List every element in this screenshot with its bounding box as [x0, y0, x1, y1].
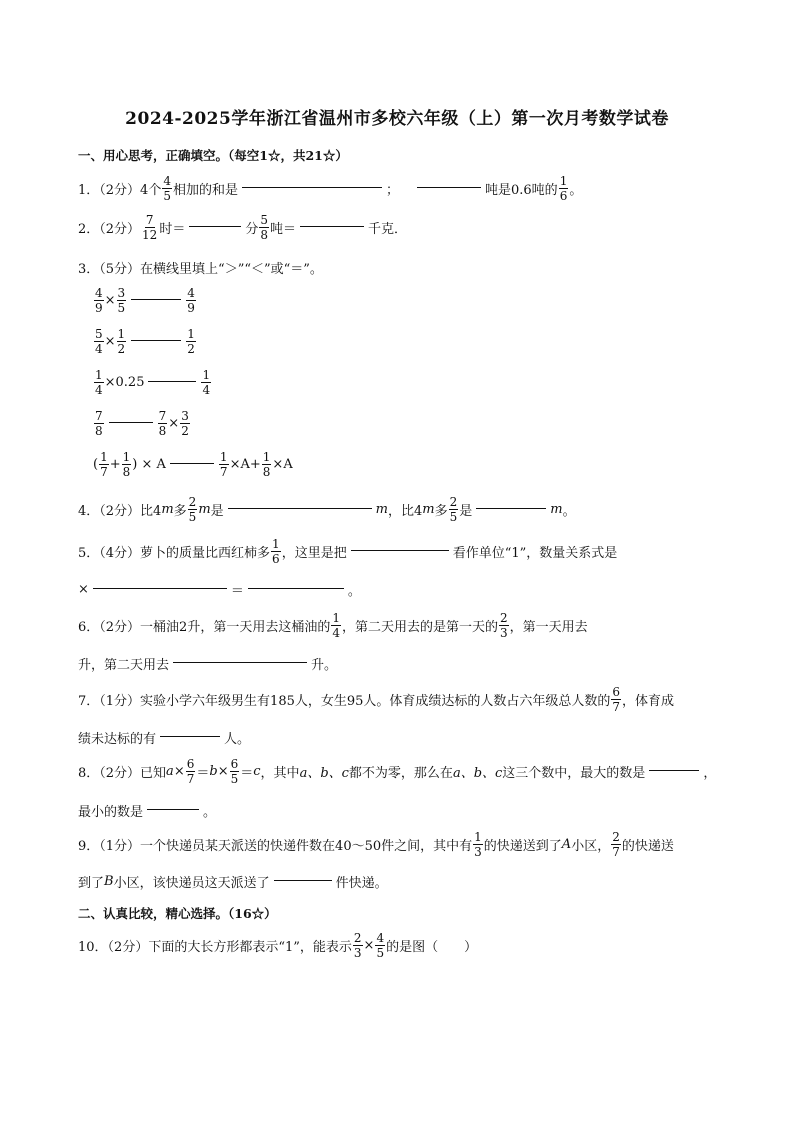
q2-answer-blank-1[interactable]	[189, 225, 241, 227]
section-2-heading: 二、认真比较，精心选择。（16☆）	[78, 906, 277, 921]
q5-answer-blank-3[interactable]	[248, 587, 344, 589]
q3-row-3-blank[interactable]	[148, 380, 196, 382]
q2-fraction-1: $\frac{7}{12}$	[142, 213, 158, 242]
q3-row-3: $\frac{1}{4}$ ×0.25 $\frac{1}{4}$	[95, 368, 211, 397]
section-1-heading: 一、用心思考，正确填空。（每空1☆，共21☆）	[78, 148, 348, 163]
q1-answer-blank-1[interactable]	[242, 186, 382, 188]
q9-answer-blank[interactable]	[274, 879, 332, 881]
question-10: 10．（2分）下面的大长方形都表示“1”，能表示 $\frac{2}{3}$ × $\frac{4}{5}$ 的是图（ ）	[78, 931, 478, 960]
q5-answer-blank-2[interactable]	[93, 587, 227, 589]
q4-answer-blank-1[interactable]	[228, 507, 372, 509]
question-8-line-2: 最小的数是 。	[78, 805, 217, 820]
q1-text-c: ；	[385, 183, 399, 198]
q6-answer-blank[interactable]	[173, 661, 307, 663]
q3-row-2: $\frac{5}{4}$ × $\frac{1}{2}$ $\frac{1}{2}$	[95, 327, 195, 356]
q1-text-e: 。	[569, 183, 583, 198]
q2-answer-blank-2[interactable]	[300, 225, 364, 227]
q1-answer-blank-2[interactable]	[417, 186, 481, 188]
q1-fraction-1: $\frac{4}{5}$	[163, 174, 171, 203]
q7-answer-blank[interactable]	[160, 735, 220, 737]
q4-answer-blank-2[interactable]	[476, 507, 546, 509]
q1-fraction-2: $\frac{1}{6}$	[559, 174, 568, 203]
q2-text-a: 2．（2分）	[78, 222, 141, 237]
q5-answer-blank-1[interactable]	[351, 549, 449, 551]
q2-text-c: 分	[245, 222, 259, 237]
q2-fraction-2: $\frac{5}{8}$	[260, 213, 268, 242]
q3-row-4: $\frac{7}{8}$ $\frac{7}{8}$ × $\frac{3}{2}$	[95, 409, 189, 438]
question-3-heading: 3．（5分）在横线里填上“＞”“＜”或“＝”。	[78, 262, 323, 277]
q1-text-a: 1．（2分）4个	[78, 183, 162, 198]
q3-row-4-blank[interactable]	[109, 421, 153, 423]
q8-answer-blank-1[interactable]	[649, 769, 699, 771]
q1-text-b: 相加的和是	[172, 183, 238, 198]
q2-text-d: 吨＝	[270, 222, 297, 237]
question-6-line-2: 升，第二天用去 升。	[78, 658, 338, 673]
q1-text-d: 吨是0.6吨的	[485, 183, 558, 198]
q3-row-5-blank[interactable]	[170, 462, 214, 464]
question-6-line-1: 6．（2分）一桶油2升，第一天用去这桶油的 $\frac{1}{4}$ ，第二天用去的是第一天的 $\frac{2}{3}$ ，第一天用去	[78, 611, 588, 640]
q3-row-2-blank[interactable]	[131, 339, 181, 341]
question-7-line-2: 绩未达标的有 人。	[78, 732, 251, 747]
question-4: 4．（2分）比4 m 多 $\frac{2}{5}$ m 是 m ，比4 m 多 $\frac{2}{5}$ 是 m 。	[78, 495, 576, 524]
question-1	[78, 175, 582, 202]
q2-text-b: 时＝	[159, 222, 186, 237]
question-5-line-2: × ＝ 。	[78, 582, 361, 599]
q3-row-1-blank[interactable]	[131, 298, 181, 300]
question-9-line-2: 到了 B 小区，该快递员这天派送了 件快递。	[78, 874, 388, 891]
question-2	[78, 214, 407, 241]
q8-answer-blank-2[interactable]	[147, 808, 199, 810]
question-9-line-1: 9．（1分）一个快递员某天派送的快递件数在40～50件之间，其中有 $\frac{1}{3}$ 的快递送到了 A 小区， $\frac{2}{7}$ 的快递送	[78, 830, 674, 859]
q3-row-1: $\frac{4}{9}$ × $\frac{3}{5}$ $\frac{4}{9}$	[95, 286, 195, 315]
page-title: 2024-2025学年浙江省温州市多校六年级（上）第一次月考数学试卷	[125, 109, 669, 129]
question-8-line-1: 8．（2分）已知 a × $\frac{6}{7}$ ＝ b × $\frac{6}{5}$ ＝ c ，其中 a、b、c 都不为零，那么在 a、b、c 这三个数中，最大的数是 ，	[78, 757, 717, 786]
question-5-line-1: 5．（4分）萝卜的质量比西红柿多 $\frac{1}{6}$ ，这里是把 看作单位“1”，数量关系式是	[78, 537, 618, 566]
question-7-line-1: 7．（1分）实验小学六年级男生有185人，女生95人。体育成绩达标的人数占六年级总人数的 $\frac{6}{7}$ ，体育成	[78, 685, 675, 714]
q2-text-e: 千克．	[368, 222, 408, 237]
q3-row-5: ( $\frac{1}{7}$ + $\frac{1}{8}$ ) × A $\frac{1}{7}$ × A + $\frac{1}{8}$ × A	[93, 450, 293, 479]
